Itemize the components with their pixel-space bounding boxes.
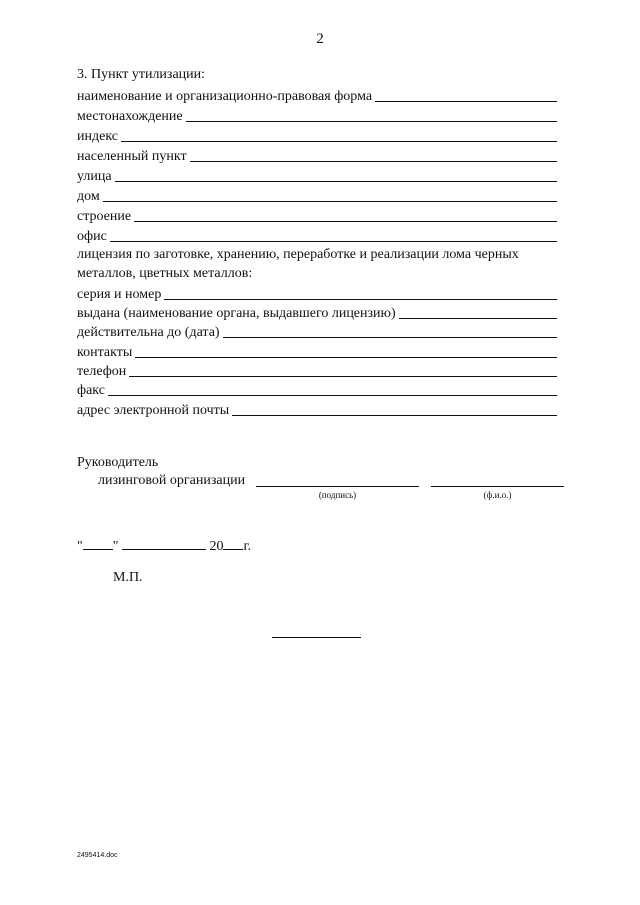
fill-line [223, 337, 557, 338]
field-name-and-legal-form [77, 85, 557, 105]
signer-role-line1: Руководитель [77, 455, 159, 470]
field-house [77, 185, 557, 205]
field-label: телефон [77, 364, 127, 379]
stamp-placeholder: М.П. [113, 570, 143, 585]
footer-filename: 2495414.doc [77, 852, 118, 859]
signature-line [256, 486, 419, 487]
field-issued-by [77, 302, 557, 322]
field-office [77, 225, 557, 245]
year-blank [223, 537, 243, 550]
field-label: выдана (наименование органа, выдавшего лицензию) [77, 306, 396, 321]
field-label: индекс [77, 129, 118, 144]
fill-line [164, 299, 557, 300]
signature-caption: (подпись) [318, 490, 357, 500]
fill-line [103, 201, 557, 202]
field-label: населенный пункт [77, 149, 187, 164]
field-label: наименование и организационно-правовая форма [77, 89, 373, 104]
date-line [77, 537, 251, 555]
field-settlement [77, 145, 557, 165]
field-label: контакты [77, 345, 133, 360]
license-text-line2: металлов, цветных металлов: [77, 266, 253, 281]
field-postal-index [77, 125, 557, 145]
fill-line [134, 221, 557, 222]
field-location [77, 105, 557, 125]
close-quote: " [112, 539, 119, 554]
field-label: местонахождение [77, 109, 183, 124]
field-building [77, 205, 557, 225]
field-label: адрес электронной почты [77, 403, 230, 418]
fill-line [121, 141, 557, 142]
field-series-number [77, 283, 557, 303]
page-number: 2 [316, 31, 324, 47]
field-label: факс [77, 383, 105, 398]
fill-line [129, 376, 557, 377]
fill-line [135, 357, 557, 358]
field-label: строение [77, 209, 132, 224]
month-blank [122, 537, 206, 550]
fill-line [115, 181, 557, 182]
full-name-line [431, 486, 564, 487]
field-label: серия и номер [77, 287, 162, 302]
fill-line [375, 101, 557, 102]
field-phone [77, 360, 557, 380]
year-suffix: г. [243, 539, 252, 554]
section-title: 3. Пункт утилизации: [77, 67, 206, 82]
license-text-line1: лицензия по заготовке, хранению, переработке и реализации лома черных [77, 247, 519, 262]
field-valid-until [77, 321, 557, 341]
field-email [77, 399, 557, 419]
fill-line [190, 161, 557, 162]
open-quote: " [77, 539, 83, 554]
signer-role-line2: лизинговой организации [98, 473, 246, 488]
fill-line [232, 415, 557, 416]
field-label: дом [77, 189, 100, 204]
field-fax [77, 379, 557, 399]
fill-line [399, 318, 557, 319]
year-prefix: 20 [209, 539, 224, 554]
full-name-caption: (ф.и.о.) [483, 490, 512, 500]
fill-line [110, 241, 557, 242]
field-contacts [77, 341, 557, 361]
field-label: действительна до (дата) [77, 325, 220, 340]
field-label: офис [77, 229, 107, 244]
fill-line [186, 121, 557, 122]
field-label: улица [77, 169, 112, 184]
fill-line [108, 395, 557, 396]
end-separator-line [272, 637, 361, 638]
day-blank [83, 537, 113, 550]
field-street [77, 165, 557, 185]
